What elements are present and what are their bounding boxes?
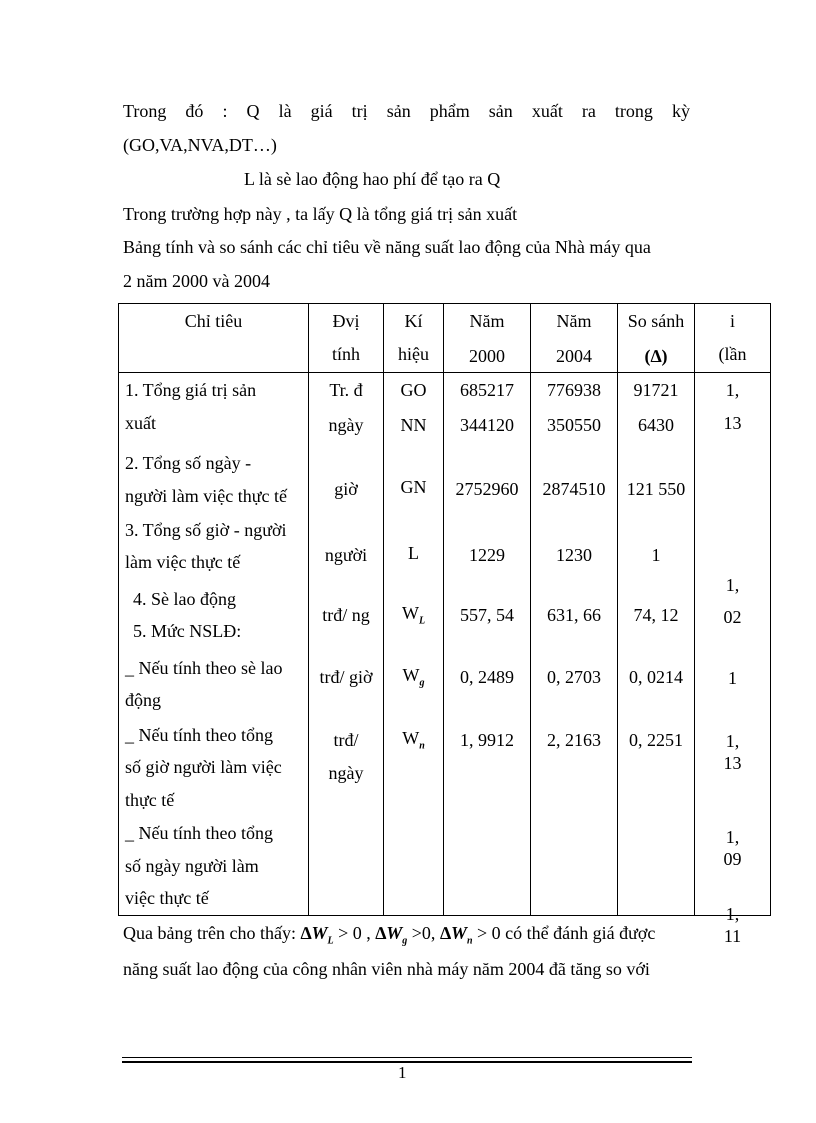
table-body-row bbox=[119, 373, 771, 916]
indicator-label: 4. Sè lao động bbox=[133, 589, 236, 609]
header-lan bbox=[695, 304, 771, 373]
intro-line-4: Trong trường hợp này , ta lấy Q là tổng giá trị sản xuất bbox=[123, 204, 518, 224]
index-value: 13 bbox=[723, 413, 742, 433]
value-2004: 2, 2163 bbox=[547, 730, 601, 750]
column-chi-tieu bbox=[119, 373, 309, 916]
index-value: 1, bbox=[725, 904, 740, 924]
value-2004: 1230 bbox=[556, 545, 592, 565]
intro-word: : bbox=[222, 101, 228, 121]
header-label: Đvị bbox=[332, 311, 360, 331]
unit-value: Tr. đ bbox=[329, 380, 363, 400]
intro-word: phẩm bbox=[429, 101, 470, 121]
value-2004: 631, 66 bbox=[547, 605, 601, 625]
symbol-value: $W_L$ bbox=[401, 603, 426, 627]
indicator-label: người làm việc thực tế bbox=[125, 486, 287, 506]
indicator-label: xuất bbox=[125, 413, 156, 433]
intro-line-6: 2 năm 2000 và 2004 bbox=[123, 271, 270, 291]
header-nam-2004 bbox=[531, 304, 618, 373]
indicator-label: 2. Tổng số ngày - bbox=[125, 453, 252, 473]
value-2004: 2874510 bbox=[542, 479, 606, 499]
intro-word: trong bbox=[614, 101, 653, 121]
intro-word: đó bbox=[185, 101, 204, 121]
header-label: tính bbox=[331, 344, 360, 364]
header-label: So sánh bbox=[627, 311, 685, 331]
intro-line-3: L là sè lao động hao phí để tạo ra Q bbox=[244, 169, 501, 189]
delta-wg-tail: >0, bbox=[407, 923, 436, 943]
diff-value: 6430 bbox=[638, 415, 674, 435]
index-value: 02 bbox=[723, 607, 742, 627]
symbol-value: NN bbox=[400, 415, 427, 435]
intro-word: là bbox=[278, 101, 292, 121]
header-label: 2000 bbox=[469, 346, 505, 366]
header-label: Kí bbox=[404, 311, 423, 331]
indicator-label: số ngày người làm bbox=[125, 856, 259, 876]
indicator-label: thực tế bbox=[125, 790, 175, 810]
unit-value: giờ bbox=[334, 479, 358, 499]
index-value: 1, bbox=[725, 827, 740, 847]
indicator-label: 1. Tổng giá trị sản bbox=[125, 380, 257, 400]
delta-wl-tail: > 0 , bbox=[333, 923, 371, 943]
unit-value: người bbox=[324, 545, 368, 565]
value-2000: 557, 54 bbox=[460, 605, 514, 625]
intro-word: sản bbox=[386, 101, 411, 121]
intro-word: xuất bbox=[531, 101, 563, 121]
header-don-vi bbox=[309, 304, 384, 373]
header-label: i bbox=[729, 311, 735, 331]
column-2004 bbox=[531, 373, 618, 916]
header-label: (∆) bbox=[644, 346, 668, 366]
symbol-value: L bbox=[408, 543, 419, 563]
header-label: hiệu bbox=[398, 344, 429, 364]
intro-word: kỳ bbox=[671, 101, 690, 121]
unit-value: trđ/ giờ bbox=[319, 667, 373, 687]
column-2000 bbox=[444, 373, 531, 916]
index-value: 09 bbox=[723, 849, 742, 869]
value-2000: 685217 bbox=[460, 380, 514, 400]
symbol-value: $W_g$ bbox=[402, 665, 425, 689]
page-number: 1 bbox=[398, 1063, 407, 1082]
conclusion-prefix: Qua bảng trên cho thấy: bbox=[123, 923, 296, 943]
header-ki-hieu bbox=[384, 304, 444, 373]
value-2004: 776938 bbox=[547, 380, 601, 400]
indicator-label: động bbox=[125, 690, 161, 710]
symbol-value: GN bbox=[400, 477, 427, 497]
diff-value: 91721 bbox=[633, 380, 679, 400]
header-chi-tieu bbox=[119, 304, 309, 373]
diff-value: 121 550 bbox=[626, 479, 686, 499]
intro-word: Trong bbox=[123, 101, 167, 121]
diff-value: 74, 12 bbox=[633, 605, 679, 625]
value-2000: 2752960 bbox=[455, 479, 519, 499]
column-ki-hieu bbox=[384, 373, 444, 916]
value-2004: 0, 2703 bbox=[547, 667, 601, 687]
intro-word: trị bbox=[351, 101, 368, 121]
index-value: 13 bbox=[723, 753, 742, 773]
table-header-row bbox=[119, 304, 771, 373]
value-2004: 350550 bbox=[547, 415, 601, 435]
delta-wn-sub: n bbox=[466, 935, 473, 947]
conclusion-line-2: năng suất lao động của công nhân viên nhà máy năm 2004 đã tăng so với bbox=[123, 959, 650, 979]
column-don-vi bbox=[309, 373, 384, 916]
value-2000: 0, 2489 bbox=[460, 667, 514, 687]
column-lan bbox=[695, 373, 771, 946]
header-label: (lần bbox=[718, 344, 747, 364]
indicator-label: 5. Mức NSLĐ: bbox=[133, 621, 242, 641]
diff-value: 0, 2251 bbox=[629, 730, 683, 750]
indicator-label: _ Nếu tính theo tổng bbox=[125, 725, 273, 745]
header-nam-2000 bbox=[444, 304, 531, 373]
footer-rule-thick bbox=[122, 1061, 692, 1063]
intro-word: sản bbox=[488, 101, 513, 121]
intro-line-5: Bảng tính và so sánh các chỉ tiêu về năng suất lao động của Nhà máy qua bbox=[123, 237, 651, 257]
unit-value: ngày bbox=[328, 763, 364, 783]
symbol-value: $W_n$ bbox=[402, 728, 425, 752]
column-so-sanh bbox=[618, 373, 695, 916]
index-value: 1 bbox=[728, 668, 737, 688]
index-value: 1, bbox=[725, 731, 740, 751]
indicator-label: làm việc thực tế bbox=[125, 552, 241, 572]
intro-line-2: (GO,VA,NVA,DT…) bbox=[123, 135, 277, 155]
header-label: Năm bbox=[469, 311, 505, 331]
delta-wl: ∆W bbox=[300, 923, 328, 943]
value-2000: 1, 9912 bbox=[460, 730, 514, 750]
delta-wn-tail: > 0 có thể đánh giá được bbox=[472, 923, 656, 943]
delta-wl-sub: L bbox=[327, 935, 334, 947]
header-label: 2004 bbox=[556, 346, 592, 366]
index-value: 1, bbox=[725, 380, 740, 400]
unit-value: trđ/ bbox=[333, 730, 359, 750]
intro-line-1 bbox=[123, 100, 690, 122]
unit-value: trđ/ ng bbox=[322, 605, 370, 625]
delta-wn: ∆W bbox=[439, 923, 467, 943]
indicator-label: _ Nếu tính theo tổng bbox=[125, 823, 273, 843]
index-value: 11 bbox=[723, 926, 742, 946]
indicator-label: việc thực tế bbox=[125, 888, 209, 908]
value-2000: 344120 bbox=[460, 415, 514, 435]
footer-rule bbox=[122, 1057, 692, 1058]
symbol-value: GO bbox=[400, 380, 427, 400]
indicator-label: _ Nếu tính theo sè lao bbox=[125, 658, 283, 678]
intro-word: ra bbox=[581, 101, 596, 121]
header-so-sanh bbox=[618, 304, 695, 373]
diff-value: 1 bbox=[651, 545, 661, 565]
delta-wg-sub: g bbox=[402, 935, 408, 947]
header-label: Năm bbox=[556, 311, 592, 331]
indicator-label: 3. Tổng số giờ - người bbox=[125, 520, 287, 540]
header-label: Chỉ tiêu bbox=[184, 311, 243, 331]
indicator-label: số giờ người làm việc bbox=[125, 757, 282, 777]
conclusion-line-1 bbox=[123, 922, 655, 953]
value-2000: 1229 bbox=[469, 545, 505, 565]
unit-value: ngày bbox=[328, 415, 364, 435]
delta-wg: ∆W bbox=[375, 923, 403, 943]
intro-word: Q bbox=[246, 101, 260, 121]
index-value: 1, bbox=[725, 575, 740, 595]
intro-word: giá bbox=[310, 101, 333, 121]
diff-value: 0, 0214 bbox=[629, 667, 683, 687]
